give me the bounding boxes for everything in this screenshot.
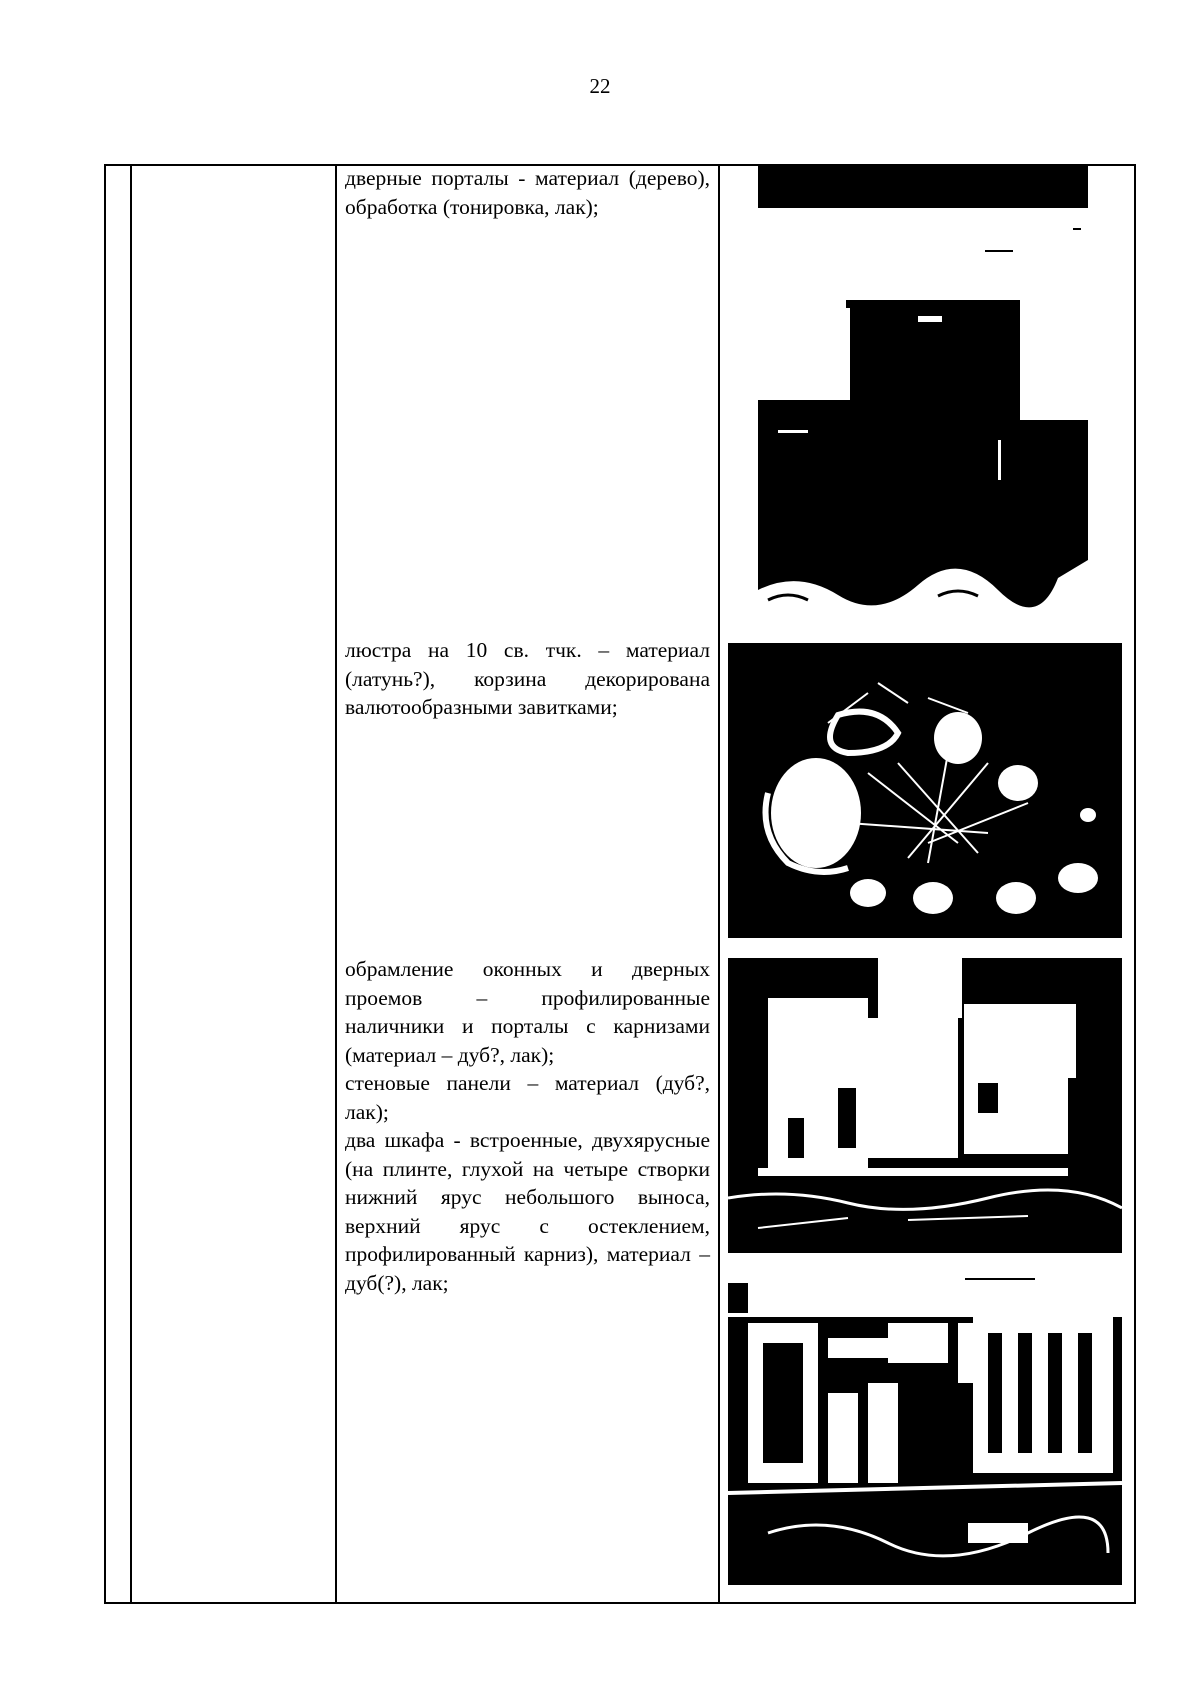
built-in-cabinets-photo — [728, 1283, 1122, 1585]
item-description-door-portals — [345, 164, 710, 221]
item-text: два шкафа - встроенные, двухярусные (на плинте, глухой на четыре створки нижний ярус небольшого выноса, верхний ярус с остеклением, профилированный карниз), материал – дуб(?), лак; — [345, 1128, 710, 1295]
room-interior-photo — [728, 958, 1122, 1253]
chandelier-photo — [728, 643, 1122, 938]
item-text: дверные порталы - материал (дерево), обработка (тонировка, лак); — [345, 166, 710, 219]
item-text: обрамление оконных и дверных проемов – профилированные наличники и порталы с карнизами (материал – дуб?, лак); — [345, 957, 710, 1067]
item-text: люстра на 10 св. тчк. – материал (латунь?), корзина декорирована валютообразными завитками; — [345, 638, 710, 719]
item-text: стеновые панели – материал (дуб?, лак); — [345, 1071, 710, 1124]
column-divider — [130, 166, 132, 1602]
column-divider — [718, 166, 720, 1602]
item-description-chandelier — [345, 636, 710, 722]
column-divider — [335, 166, 337, 1602]
photo-fragment — [985, 250, 1013, 252]
photo-fragment — [1073, 228, 1081, 230]
door-portal-photo — [758, 300, 1088, 612]
item-description-frames-panels-cabinets — [345, 955, 710, 1297]
door-portal-top-photo — [758, 164, 1088, 208]
page-number: 22 — [589, 74, 611, 98]
photo-fragment — [965, 1278, 1035, 1280]
